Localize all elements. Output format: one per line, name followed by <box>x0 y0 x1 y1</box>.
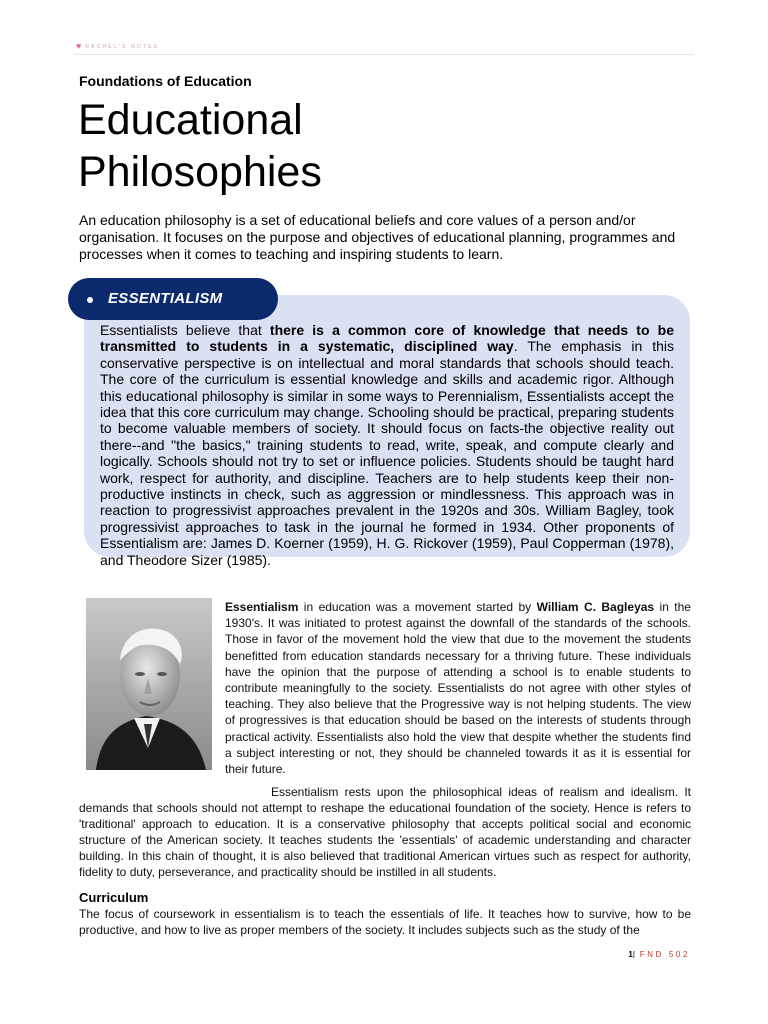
course-code: FND 502 <box>639 950 690 959</box>
bullet-icon <box>87 297 93 303</box>
curriculum-paragraph: The focus of coursework in essentialism is to teach the essentials of life. It teaches how to survive, how to be productive, and how to live as proper members of the society. It includes subjects such as the study of the <box>79 907 691 938</box>
essentialism-description: Essentialists believe that there is a common core of knowledge that needs to be transmitted to students in a systematic, disciplined way. The emphasis in this conservative perspective is on intellectual and moral standards that schools should teach. The core of the curriculum is essential knowledge and skills and academic rigor. Although this educational philosophy is similar in some ways to Perennialism, Essentialists accept the idea that this core curriculum may change. Schooling should be practical, preparing students to become valuable members of society. It should focus on facts-the objective reality out there--and "the basics," training students to read, write, speak, and compute clearly and logically. Schools should not try to set or influence policies. Students should be taught hard work, respect for authority, and discipline. Teachers are to help students keep their non-productive instincts in check, such as aggression or mindlessness. This approach was in reaction to progressivist approaches prevalent in the 1920s and 30s. William Bagley, took progressivist approaches to task in the journal he formed in 1934. Other proponents of Essentialism are: James D. Koerner (1959), H. G. Rickover (1959), Paul Copperman (1978), and Theodore Sizer (1985). <box>100 322 674 568</box>
page-footer <box>628 950 690 959</box>
document-title: Educational Philosophies <box>78 96 322 196</box>
footer-separator: | <box>632 950 635 959</box>
portrait-image <box>86 598 212 770</box>
realism-idealism-paragraph: Essentialism rests upon the philosophical ideas of realism and idealism. It demands that schools should not attempt to reshape the educational foundation of the society. Hence is refers to 'traditional' approach to education. It is a conservative philosophy that accepts political social and economic structure of the American society. It teaches students the 'essentials' of academic understanding and character building. In this chain of thought, it is also believed that traditional American virtues such as respect for authority, fidelity to duty, perseverance, and practicality should be instilled in all students. <box>79 785 691 880</box>
header-divider <box>74 54 694 55</box>
page-number: 1 <box>628 950 633 959</box>
brand-name: RACHEL'S NOTES <box>85 43 160 50</box>
heart-icon: ♥ <box>76 41 82 51</box>
section-heading-pill <box>68 278 278 320</box>
portrait-photo <box>86 598 212 770</box>
section-heading-label: ESSENTIALISM <box>108 290 223 307</box>
curriculum-heading: Curriculum <box>79 890 149 905</box>
header-logo <box>76 42 159 51</box>
intro-paragraph: An education philosophy is a set of educational beliefs and core values of a person and/or organisation. It focuses on the purpose and objectives of educational planning, programmes and processes when it comes to teaching and inspiring students to learn. <box>79 212 676 262</box>
bagley-paragraph: Essentialism in education was a movement started by William C. Bagleyas in the 1930's. It was initiated to protest against the downfall of the standards of the schools. Those in favor of the movement hold the view that due to the movement the students benefitted from education standards necessary for a thriving future. These individuals have the opinion that the purpose of attending a school is to enable students to contribute meaningfully to the society. Essentialists do not agree with other styles of teaching. They also believe that the Progressive way is not helping students. The view of progressives is that education should be based on the interests of students through practical activity. Essentialists also hold the view that despite whether the students find a subject interesting or not, they should be channeled towards it as it is essential for their future. <box>225 600 691 777</box>
essentialism-card <box>84 295 690 568</box>
document-subtitle: Foundations of Education <box>79 73 252 89</box>
